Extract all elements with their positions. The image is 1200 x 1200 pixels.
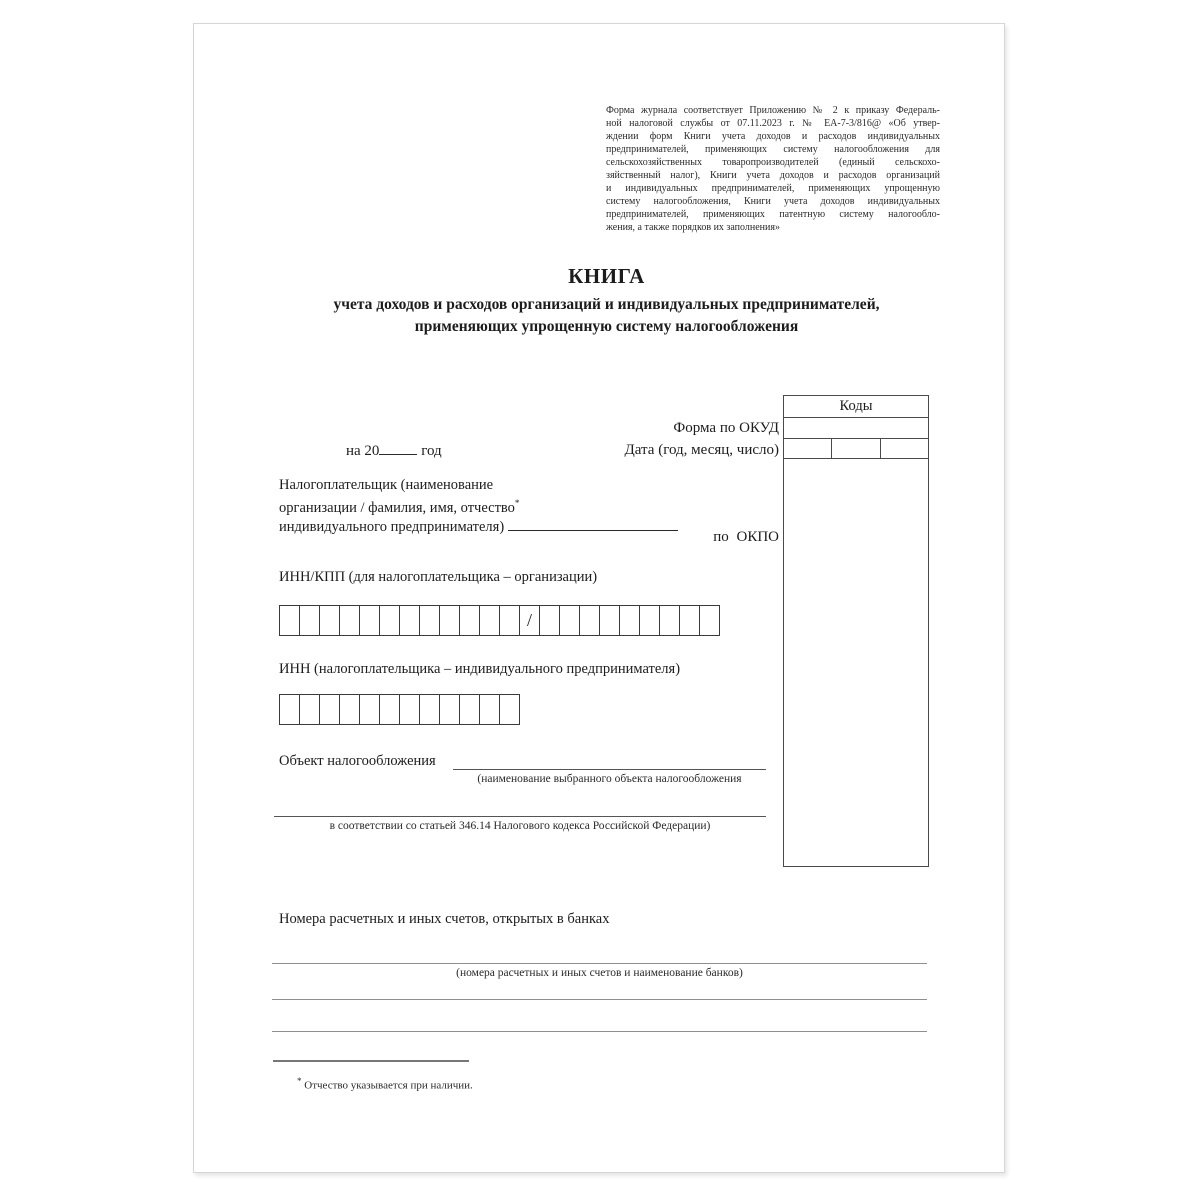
tax-object-caption1: (наименование выбранного объекта налогообложения (477, 773, 742, 785)
digit-cell (299, 605, 320, 636)
digit-cell (279, 605, 300, 636)
legal-note-line: предпринимателей, применяющих систему налогообложения для (606, 144, 940, 155)
digit-cell (699, 605, 720, 636)
digit-cell (459, 694, 480, 725)
digit-cell (419, 605, 440, 636)
taxpayer-line1: Налогоплательщик (наименование (279, 477, 494, 493)
okpo-label: по ОКПО (713, 529, 779, 545)
digit-cell (339, 694, 360, 725)
inn-kpp-label: ИНН/КПП (для налогоплательщика – организации) (279, 569, 598, 585)
bank-accounts-blank-line3 (272, 1031, 927, 1032)
inn-cell-row (279, 694, 520, 725)
digit-cell (419, 694, 440, 725)
digit-cell (659, 605, 680, 636)
legal-note-line: ждении форм Книги учета доходов и расходов индивидуальных (606, 131, 940, 142)
legal-note-line: зяйственный налог), Книги учета доходов и расходов организаций (606, 170, 940, 181)
digit-cell (359, 694, 380, 725)
digit-cell (319, 694, 340, 725)
bank-accounts-blank-line1 (272, 963, 927, 964)
okpo-code-cell (783, 458, 929, 867)
digit-cell (539, 605, 560, 636)
form-page (193, 23, 1005, 1173)
digit-cell (439, 694, 460, 725)
taxpayer-line3: индивидуального предпринимателя) (279, 517, 759, 536)
date-year-cell (784, 439, 831, 458)
okud-code-cell (783, 417, 929, 439)
taxpayer-block (279, 476, 759, 536)
legal-note-line: систему налогообложения, Книги учета доходов индивидуальных (606, 196, 940, 207)
document-subtitle-line2: применяющих упрощенную систему налогообложения (414, 318, 799, 335)
document-title: КНИГА (568, 264, 645, 288)
document-subtitle-line1: учета доходов и расходов организаций и индивидуальных предпринимателей, (333, 296, 880, 313)
digit-cell (619, 605, 640, 636)
date-label: Дата (год, месяц, число) (624, 442, 779, 458)
year-line (346, 441, 442, 460)
codes-header-cell: Коды (783, 395, 929, 418)
year-suffix: год (421, 443, 442, 459)
digit-cell (399, 694, 420, 725)
digit-cell (379, 694, 400, 725)
year-prefix: на 20 (346, 443, 380, 459)
digit-cell (499, 605, 520, 636)
tax-object-blank-field (453, 769, 766, 770)
footnote-text: * Отчество указывается при наличии. (297, 1076, 473, 1092)
footnote-mark-ref: * (514, 498, 520, 508)
digit-cell (379, 605, 400, 636)
digit-cell (359, 605, 380, 636)
legal-note-line: сельскохозяйственных товаропроизводителей (единый сельскохо- (606, 157, 940, 168)
year-blank-field (379, 441, 417, 455)
inn-kpp-cell-row (279, 605, 720, 636)
bank-accounts-caption: (номера расчетных и иных счетов и наименование банков) (456, 967, 743, 979)
legal-note-line: Форма журнала соответствует Приложению № 2 к приказу Федераль- (606, 105, 940, 116)
digit-cell (579, 605, 600, 636)
digit-cell (479, 605, 500, 636)
digit-cell (339, 605, 360, 636)
legal-note-line: ной налоговой службы от 07.11.2023 г. № ЕА-7-3/816@ «Об утвер- (606, 118, 940, 129)
tax-object-blank-field2 (274, 816, 766, 817)
legal-note (606, 104, 940, 234)
bank-accounts-label: Номера расчетных и иных счетов, открытых в банках (279, 911, 610, 927)
digit-cell (439, 605, 460, 636)
digit-cell (319, 605, 340, 636)
date-month-cell (831, 439, 879, 458)
date-code-cells (783, 438, 929, 459)
digit-cell (599, 605, 620, 636)
legal-note-line: предпринимателей, применяющих патентную систему налогообло- (606, 209, 940, 220)
digit-cell (399, 605, 420, 636)
tax-object-label: Объект налогообложения (279, 753, 436, 769)
digit-cell (279, 694, 300, 725)
digit-cell (679, 605, 700, 636)
inn-kpp-slash-cell: / (519, 605, 540, 636)
codes-table (783, 395, 929, 867)
digit-cell (499, 694, 520, 725)
legal-note-line: жения, а также порядков их заполнения» (606, 222, 780, 233)
legal-note-line: и индивидуальных предпринимателей, применяющих упрощенную (606, 183, 940, 194)
footnote-mark: * (297, 1076, 302, 1086)
taxpayer-line2: организации / фамилия, имя, отчество* (279, 498, 520, 516)
digit-cell (299, 694, 320, 725)
document-title-block (279, 264, 934, 338)
footnote-separator (273, 1060, 469, 1062)
taxpayer-name-blank-field (508, 517, 678, 531)
inn-label: ИНН (налогоплательщика – индивидуального предпринимателя) (279, 661, 681, 677)
okud-label: Форма по ОКУД (673, 420, 779, 436)
digit-cell (459, 605, 480, 636)
digit-cell (479, 694, 500, 725)
digit-cell (639, 605, 660, 636)
bank-accounts-blank-line2 (272, 999, 927, 1000)
digit-cell (559, 605, 580, 636)
date-day-cell (880, 439, 928, 458)
tax-object-caption2: в соответствии со статьей 346.14 Налогового кодекса Российской Федерации) (329, 820, 711, 832)
